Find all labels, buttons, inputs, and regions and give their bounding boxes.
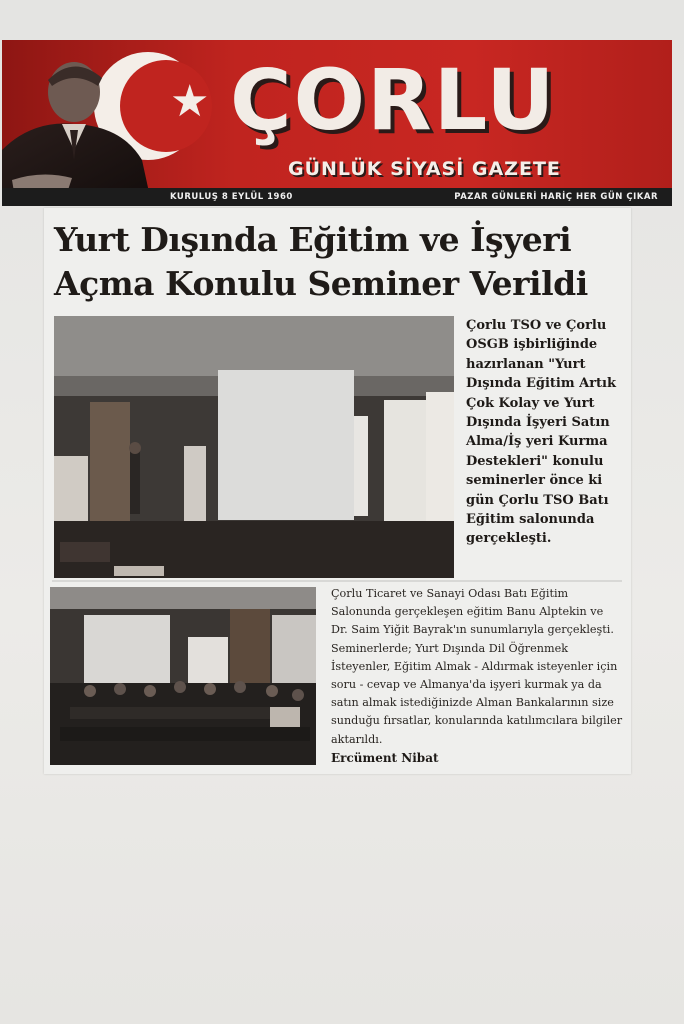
audience-photo [50, 587, 316, 765]
masthead-strip [2, 188, 672, 206]
article-headline: Yurt Dışında Eğitim ve İşyeri Açma Konulu Seminer Verildi [54, 220, 588, 303]
article-lead: Çorlu TSO ve Çorlu OSGB işbirliğinde hazırlanan "Yurt Dışında Eğitim Artık Çok Kolay ve Yurt Dışında İşyeri Satın Alma/İş yeri Kurma Destekleri" konulu seminerler önce ki gün Çorlu TSO Batı Eğitim salonunda gerçekleşti. [466, 318, 617, 547]
publication-schedule: PAZAR GÜNLERİ HARİÇ HER GÜN ÇIKAR [454, 192, 658, 202]
star-icon: ★ [170, 76, 210, 127]
article-byline: Ercüment Nibat [331, 751, 439, 765]
seminar-stage-photo [54, 316, 454, 578]
article-body: Çorlu Ticaret ve Sanayi Odası Batı Eğitim Salonunda gerçekleşen eğitim Banu Alptekin ve Dr. Saim Yiğit Bayrak'ın sunumlarıyla gerçekleşti. Seminerlerde; Yurt Dışında Dil Öğrenmek İsteyenler, Eğitim Almak - Aldırmak isteyenler için soru - cevap ve Almanya'da işyeri kurmak ya da satın almak istediğinizde Alman Bankalarının size sunduğu fırsatlar, konularında katılımcılara bilgiler aktarıldı. [331, 587, 623, 746]
portrait-image [2, 40, 152, 206]
newspaper-subtitle: GÜNLÜK SİYASİ GAZETE [288, 158, 561, 180]
newspaper-masthead [2, 40, 672, 206]
founded-date: KURULUŞ 8 EYLÜL 1960 [170, 192, 293, 202]
newspaper-title: ÇORLU [230, 51, 557, 149]
article-clipping [44, 208, 631, 774]
